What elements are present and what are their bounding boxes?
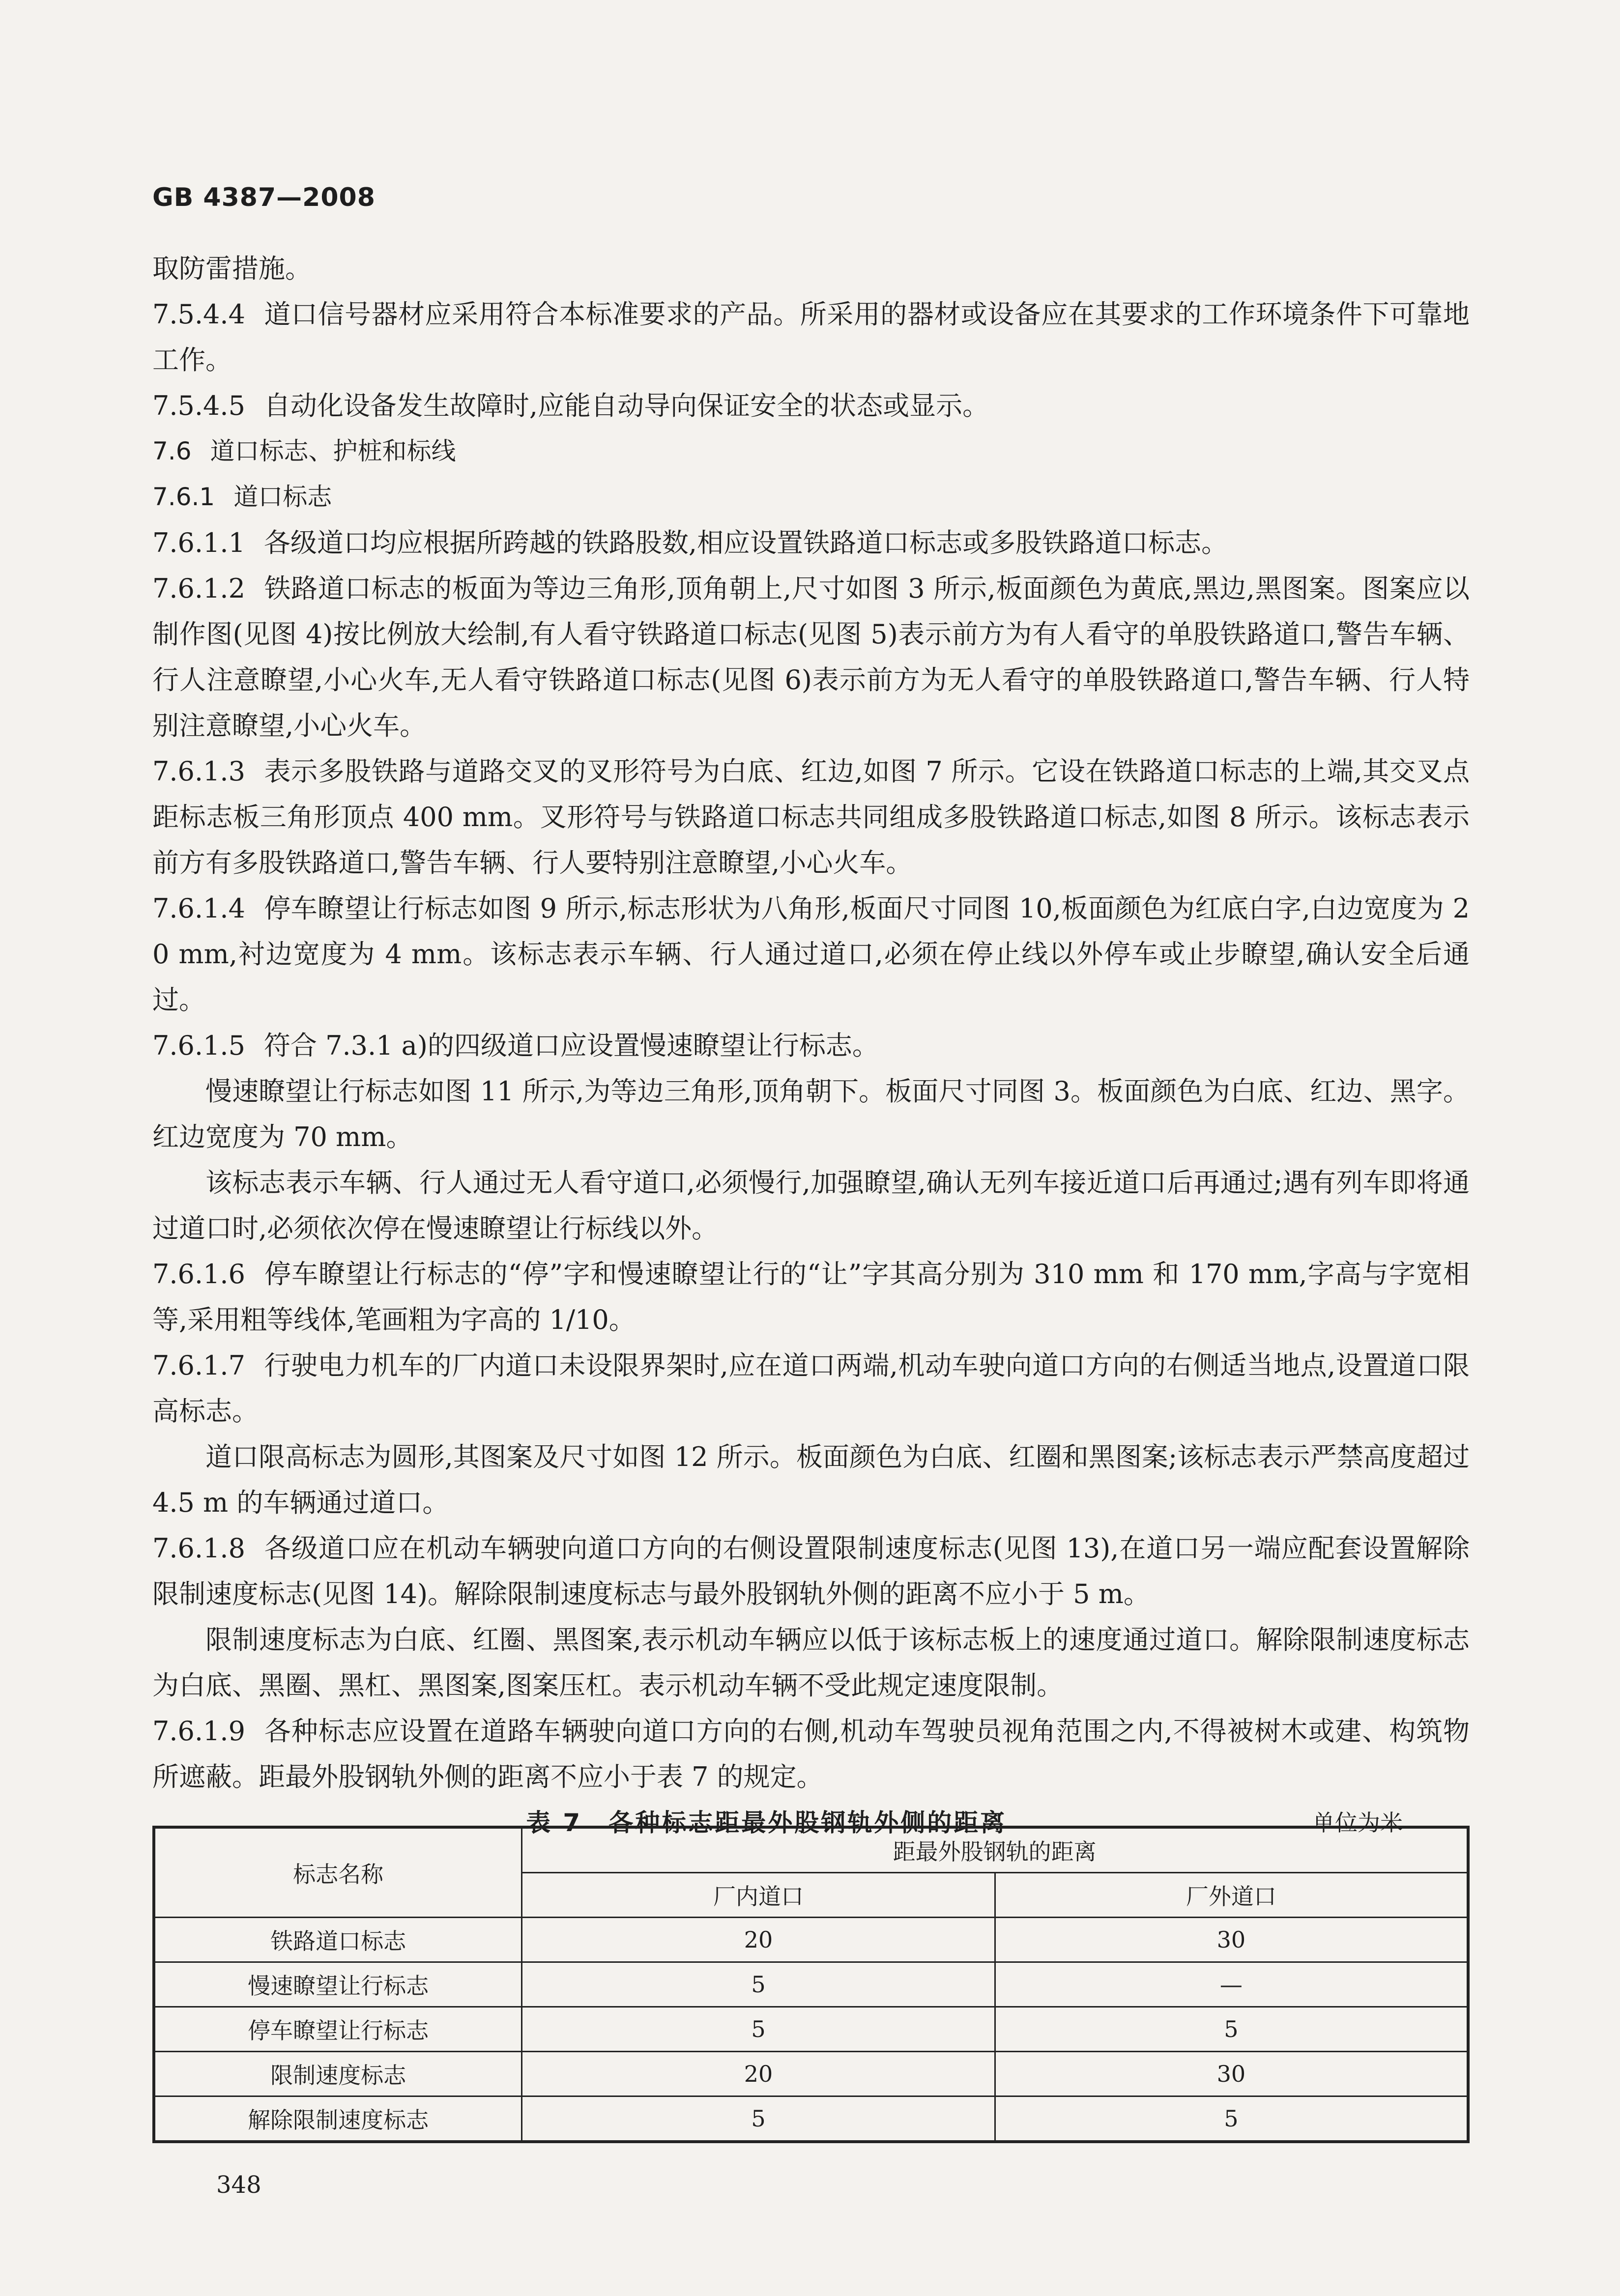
clause-text: 表示多股铁路与道路交叉的叉形符号为白底、红边,如图 7 所示。它设在铁路道口标志的上端,其交叉点距标志板三角形顶点 400 mm。叉形符号与铁路道口标志共同组成多股铁路道口标志,如图 8 所示。该标志表示前方有多股铁路道口,警告车辆、行人要特别注意瞭望,小心火车。 [152, 756, 1470, 878]
header-outer-crossing: 厂外道口 [995, 1873, 1468, 1918]
paragraph [152, 1708, 1470, 1800]
cell-outer: 5 [995, 2096, 1468, 2142]
paragraph [152, 1160, 1470, 1251]
clause-number: 7.6.1.2 [152, 573, 245, 604]
cell-inner: 5 [522, 2096, 995, 2142]
cell-inner: 5 [522, 1962, 995, 2007]
clause-number: 7.6.1.1 [152, 527, 245, 558]
clause-number: 7.6.1.4 [152, 893, 245, 924]
clause-number: 7.6.1 [152, 483, 215, 511]
clause-text: 取防雷措施。 [152, 253, 312, 284]
cell-name: 停车瞭望让行标志 [154, 2007, 522, 2052]
paragraph [152, 1617, 1470, 1708]
cell-name: 解除限制速度标志 [154, 2096, 522, 2142]
clause-number: 7.6.1.9 [152, 1716, 245, 1747]
clause-text: 各种标志应设置在道路车辆驶向道口方向的右侧,机动车驾驶员视角范围之内,不得被树木或建、构筑物所遮蔽。距最外股钢轨外侧的距离不应小于表 7 的规定。 [152, 1716, 1470, 1792]
section-heading [152, 474, 1470, 520]
standard-number: GB 4387—2008 [152, 183, 376, 212]
clause-text: 该标志表示车辆、行人通过无人看守道口,必须慢行,加强瞭望,确认无列车接近道口后再通过;遇有列车即将通过道口时,必须依次停在慢速瞭望让行标线以外。 [152, 1167, 1470, 1244]
clause-text: 停车瞭望让行标志如图 9 所示,标志形状为八角形,板面尺寸同图 10,板面颜色为红底白字,白边宽度为 20 mm,衬边宽度为 4 mm。该标志表示车辆、行人通过道口,必须在停止线以外停车或止步瞭望,确认安全后通过。 [152, 893, 1470, 1015]
paragraph [152, 886, 1470, 1023]
cell-inner: 5 [522, 2007, 995, 2052]
table-7 [152, 1826, 1470, 2143]
body-text [152, 246, 1470, 1844]
paragraph [152, 383, 1470, 429]
clause-number: 7.6.1.8 [152, 1533, 245, 1564]
clause-number: 7.5.4.4 [152, 299, 245, 330]
paragraph [152, 1251, 1470, 1343]
cell-outer: 5 [995, 2007, 1468, 2052]
paragraph [152, 1068, 1470, 1160]
cell-outer: 30 [995, 1918, 1468, 1962]
clause-number: 7.6.1.5 [152, 1030, 245, 1061]
cell-name: 慢速瞭望让行标志 [154, 1962, 522, 2007]
cell-inner: 20 [522, 1918, 995, 1962]
table-row [154, 1962, 1468, 2007]
clause-text: 各级道口应在机动车辆驶向道口方向的右侧设置限制速度标志(见图 13),在道口另一端应配套设置解除限制速度标志(见图 14)。解除限制速度标志与最外股钢轨外侧的距离不应小于 5 m。 [152, 1533, 1470, 1609]
table-row [154, 2052, 1468, 2096]
paragraph [152, 291, 1470, 383]
clause-text: 道口标志、护桩和标线 [210, 437, 456, 465]
clause-text: 道口信号器材应采用符合本标准要求的产品。所采用的器材或设备应在其要求的工作环境条件下可靠地工作。 [152, 299, 1470, 375]
clause-text: 停车瞭望让行标志的“停”字和慢速瞭望让行的“让”字其高分别为 310 mm 和 170 mm,字高与字宽相等,采用粗等线体,笔画粗为字高的 1/10。 [152, 1259, 1470, 1335]
clause-text: 符合 7.3.1 a)的四级道口应设置慢速瞭望让行标志。 [263, 1030, 879, 1061]
paragraph [152, 1434, 1470, 1525]
clause-text: 自动化设备发生故障时,应能自动导向保证安全的状态或显示。 [263, 390, 989, 421]
cell-outer: — [995, 1962, 1468, 2007]
clause-text: 铁路道口标志的板面为等边三角形,顶角朝上,尺寸如图 3 所示,板面颜色为黄底,黑边,黑图案。图案应以制作图(见图 4)按比例放大绘制,有人看守铁路道口标志(见图 5)表示前方为有人看守的单股铁路道口,警告车辆、行人注意瞭望,小心火车,无人看守铁路道口标志(见图 6)表示前方为无人看守的单股铁路道口,警告车辆、行人特别注意瞭望,小心火车。 [152, 573, 1470, 741]
table-title: 表 7 各种标志距最外股钢轨外侧的距离 [526, 1808, 1007, 1837]
table-body [154, 1918, 1468, 2142]
clause-number: 7.5.4.5 [152, 390, 245, 421]
paragraph [152, 748, 1470, 886]
paragraph [152, 520, 1470, 566]
paragraph [152, 1525, 1470, 1617]
clause-number: 7.6.1.6 [152, 1259, 245, 1290]
paragraph [152, 1023, 1470, 1068]
cell-name: 限制速度标志 [154, 2052, 522, 2096]
table-unit: 单位为米 [1312, 1809, 1403, 1836]
clause-text: 限制速度标志为白底、红圈、黑图案,表示机动车辆应以低于该标志板上的速度通过道口。解除限制速度标志为白底、黑圈、黑杠、黑图案,图案压杠。表示机动车辆不受此规定速度限制。 [152, 1624, 1470, 1701]
clause-text: 行驶电力机车的厂内道口未设限界架时,应在道口两端,机动车驶向道口方向的右侧适当地点,设置道口限高标志。 [152, 1350, 1470, 1427]
table-header-row [154, 1827, 1468, 1873]
cell-name: 铁路道口标志 [154, 1918, 522, 1962]
section-heading [152, 429, 1470, 474]
paragraph [152, 246, 1470, 291]
table-row [154, 2096, 1468, 2142]
clause-number: 7.6.1.3 [152, 756, 245, 787]
cell-inner: 20 [522, 2052, 995, 2096]
table-row [154, 1918, 1468, 1962]
cell-outer: 30 [995, 2052, 1468, 2096]
clause-number: 7.6.1.7 [152, 1350, 245, 1381]
clause-text: 各级道口均应根据所跨越的铁路股数,相应设置铁路道口标志或多股铁路道口标志。 [263, 527, 1228, 558]
clause-text: 慢速瞭望让行标志如图 11 所示,为等边三角形,顶角朝下。板面尺寸同图 3。板面颜色为白底、红边、黑字。红边宽度为 70 mm。 [152, 1076, 1470, 1152]
header-distance-group: 距最外股钢轨的距离 [522, 1827, 1468, 1873]
paragraph [152, 566, 1470, 748]
paragraph [152, 1343, 1470, 1434]
header-inner-crossing: 厂内道口 [522, 1873, 995, 1918]
table-row [154, 2007, 1468, 2052]
clause-text: 道口限高标志为圆形,其图案及尺寸如图 12 所示。板面颜色为白底、红圈和黑图案;该标志表示严禁高度超过 4.5 m 的车辆通过道口。 [152, 1441, 1470, 1518]
header-sign-name: 标志名称 [154, 1827, 522, 1918]
clause-number: 7.6 [152, 437, 192, 465]
page-number: 348 [216, 2171, 261, 2199]
clause-text: 道口标志 [233, 483, 332, 511]
